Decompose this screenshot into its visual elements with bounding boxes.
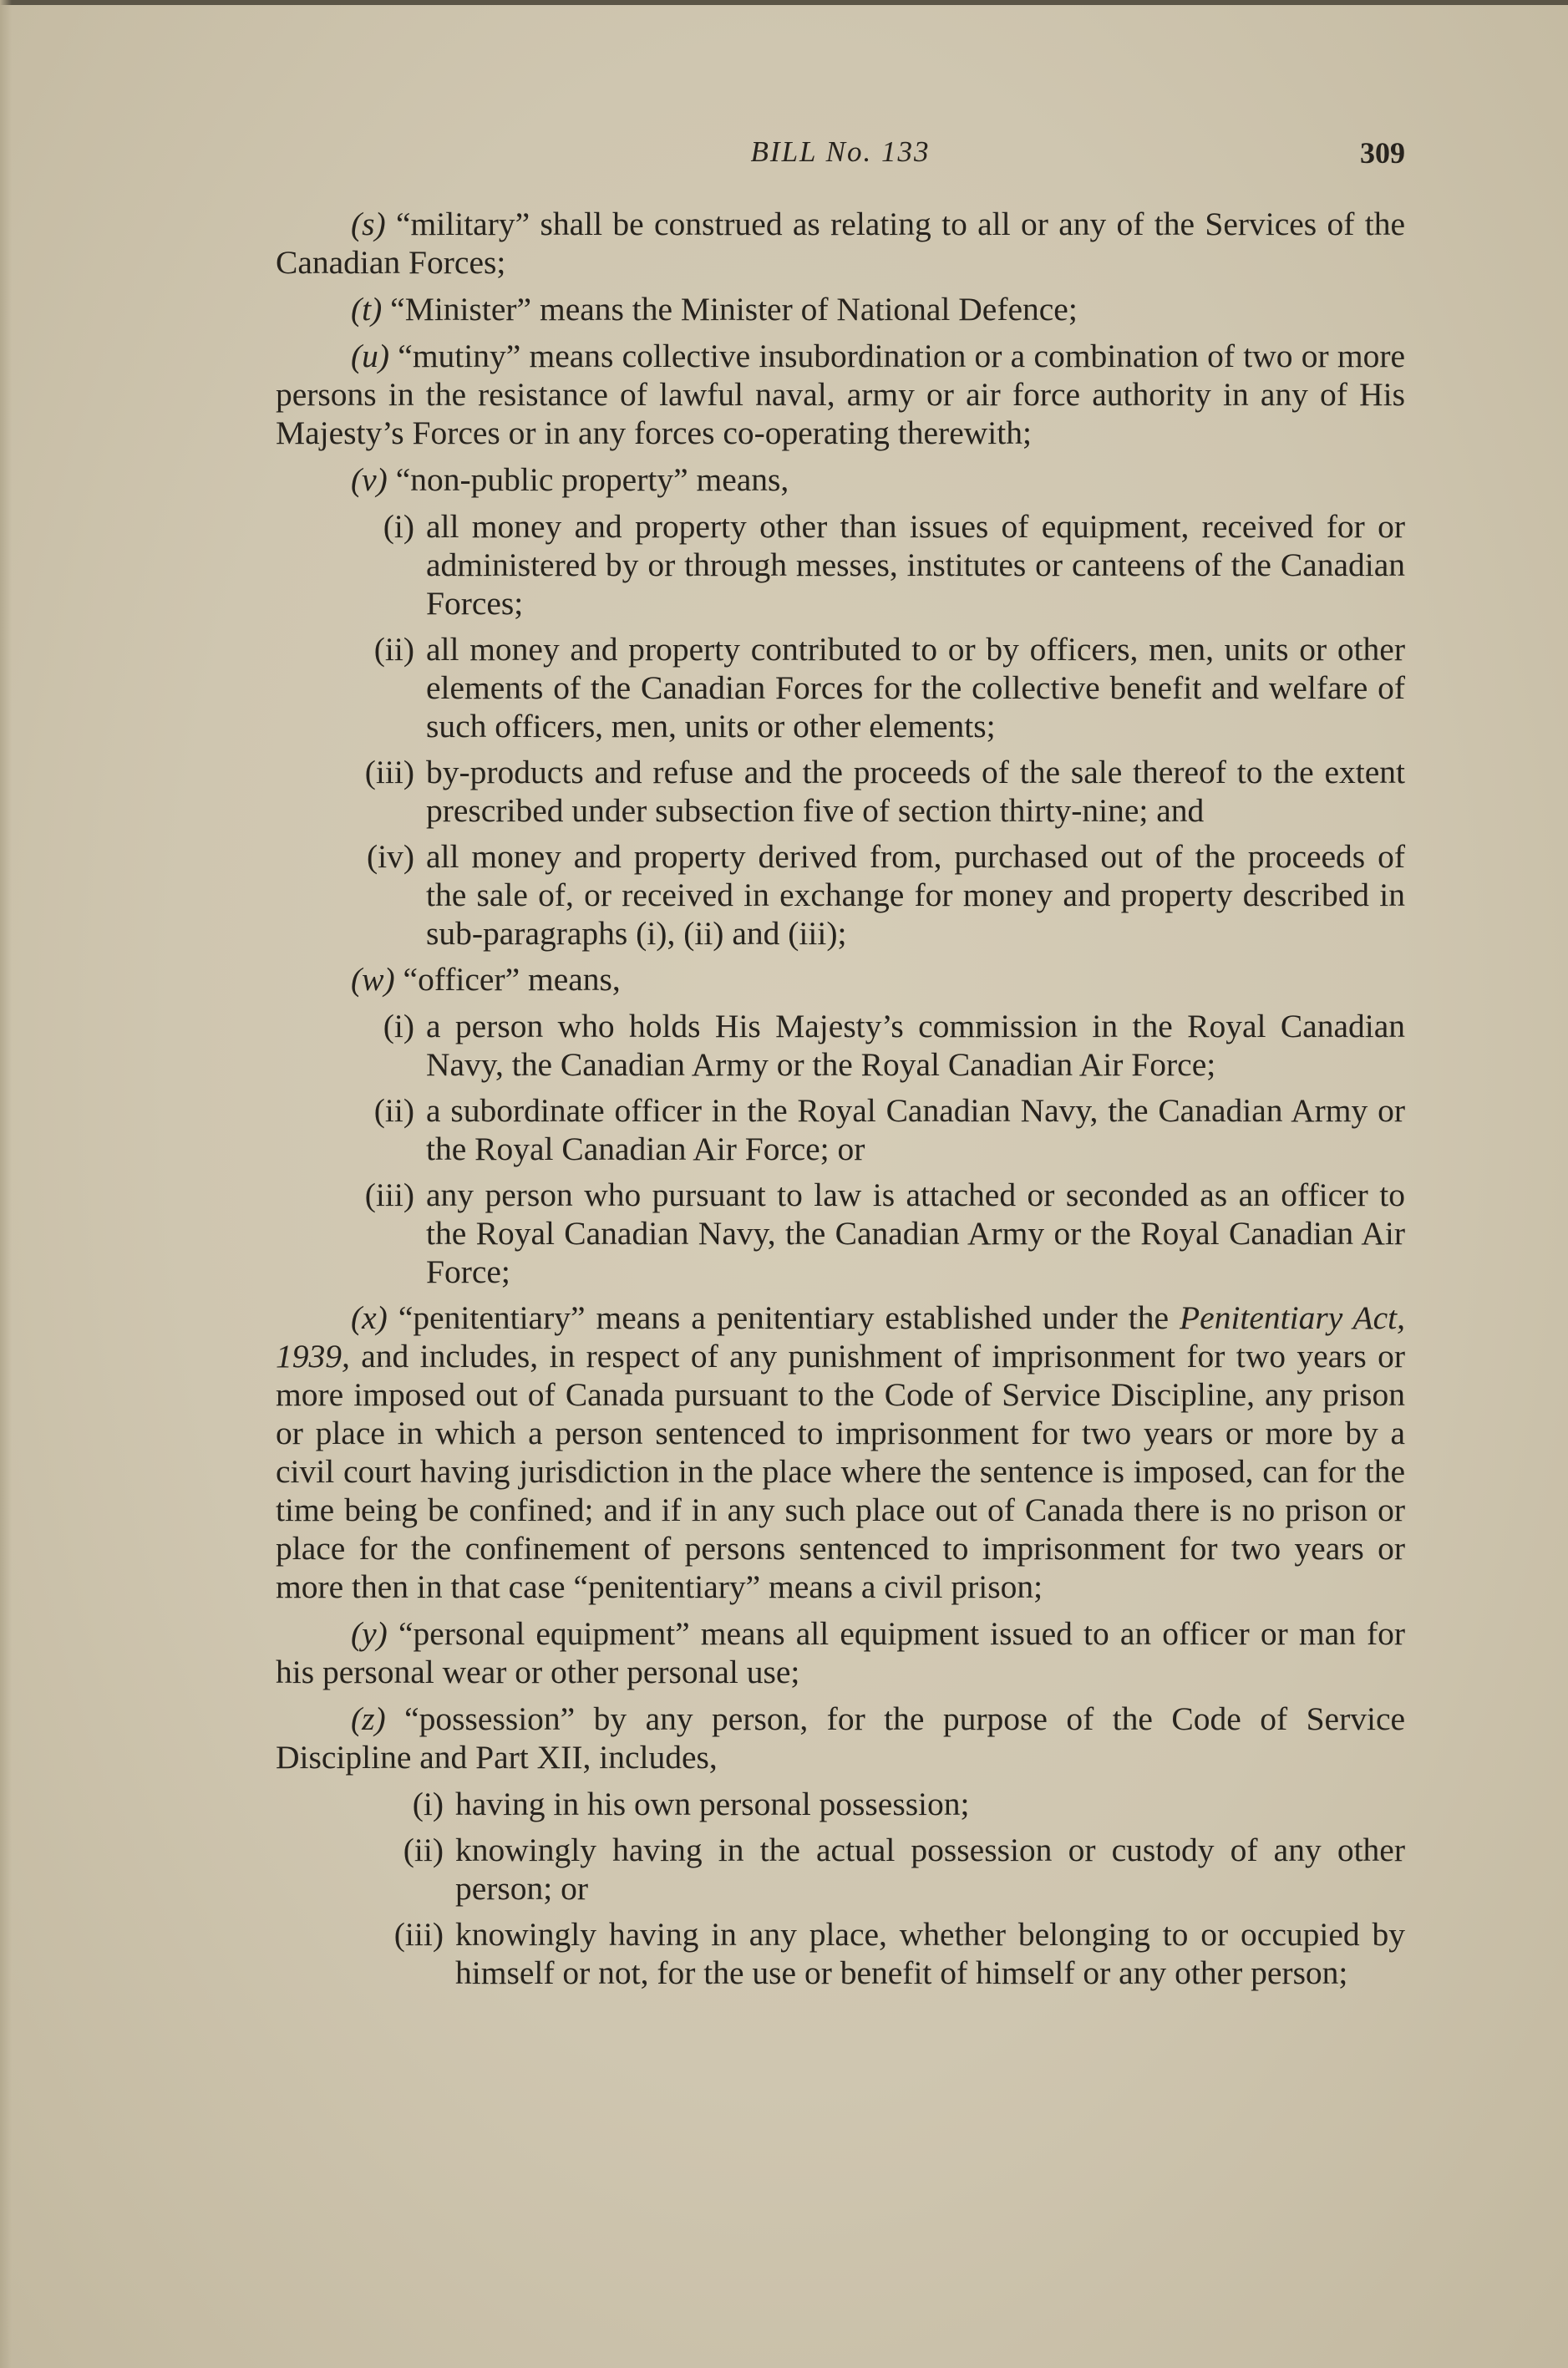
definition-z-block [276,1700,1405,1992]
act-citation: Penitentiary Act, 1939, [276,1299,1406,1375]
item-text: all money and property contributed to or by officers, men, units or other elements of the Canadian Forces for the collective benefit and welfare of such officers, men, units or other elements; [426,631,1405,744]
list-item [276,630,1405,745]
page-top-edge [0,0,1568,5]
list-item [276,1007,1405,1084]
item-text: all money and property derived from, purchased out of the proceeds of the sale of, or received in exchange for money and property described in sub-paragraphs (i), (ii) and (iii); [426,838,1405,952]
definition-letter: (w) [351,961,395,998]
bill-title: BILL No. 133 [750,135,931,168]
list-item [276,837,1405,953]
list-item [276,1915,1405,1992]
definition-letter: (z) [351,1700,386,1737]
item-number: (iii) [364,754,414,790]
definition-letter: (u) [351,338,390,374]
item-number: (i) [383,508,414,545]
item-number: (ii) [403,1832,444,1868]
item-number: (iv) [366,838,414,875]
item-text: knowingly having in any place, whether belonging to or occupied by himself or not, for the use or benefit of himself or any other person; [455,1916,1405,1991]
definition-letter: (y) [351,1615,388,1652]
list-item [276,1785,1405,1823]
definition-x [276,1298,1405,1606]
definition-text: “penitentiary” means a penitentiary established under the [398,1299,1170,1336]
definition-text: “mutiny” means collective insubordination or a combination of two or more persons in the resistance of lawful naval, army or air force authority in any of His Majesty’s Forces or in any forces co-operating therewith; [276,338,1406,451]
definition-letter: (s) [351,206,386,242]
list-item [276,507,1405,622]
definition-u [276,337,1405,452]
list-item [276,753,1405,830]
definition-t [276,290,1405,328]
page-header [276,135,1405,177]
definition-letter: (v) [351,461,388,498]
definition-w [276,960,1405,999]
item-text: knowingly having in the actual possession or custody of any other person; or [455,1832,1405,1907]
definition-text-continued: and includes, in respect of any punishment of imprisonment for two years or more imposed out of Canada pursuant to the Code of Service Discipline, any prison or place in which a person sentenced to imprisonment for two years or more by a civil court having jurisdiction in the place where the sentence is imposed, can for the time being be confined; and if in any such place out of Canada there is no prison or place for the confinement of persons sentenced to imprisonment for two years or more then in that case “penitentiary” means a civil prison; [276,1338,1405,1605]
item-number: (ii) [373,1092,414,1129]
list-item [276,1176,1405,1291]
item-number: (iii) [364,1176,414,1213]
definition-letter: (x) [351,1299,388,1336]
page-left-shadow [0,0,12,2368]
item-text: all money and property other than issues of equipment, received for or administered by or through messes, institutes or canteens of the Canadian Forces; [426,508,1405,622]
item-text: a subordinate officer in the Royal Canadian Navy, the Canadian Army or the Royal Canadian Air Force; or [426,1092,1405,1167]
item-text: by-products and refuse and the proceeds of the sale thereof to the extent prescribed under subsection five of section thirty-nine; and [426,754,1405,829]
item-number: (i) [383,1008,414,1044]
page-number: 309 [1360,136,1405,170]
definition-text: “Minister” means the Minister of National Defence; [390,291,1078,328]
definition-letter: (t) [351,291,383,328]
item-text: a person who holds His Majesty’s commission in the Royal Canadian Navy, the Canadian Army or the Royal Canadian Air Force; [426,1008,1405,1083]
list-item [276,1091,1405,1168]
list-item [276,1831,1405,1908]
item-text: any person who pursuant to law is attached or seconded as an officer to the Royal Canadian Navy, the Canadian Army or the Royal Canadian Air Force; [426,1176,1405,1290]
item-number: (iii) [393,1916,444,1953]
definition-y [276,1614,1405,1691]
definitions-body [276,205,1405,2000]
definition-v [276,460,1405,499]
item-text: having in his own personal possession; [455,1786,970,1822]
definition-text: “possession” by any person, for the purpose of the Code of Service Discipline and Part XII, includes, [276,1700,1406,1776]
item-number: (ii) [373,631,414,668]
definition-z [276,1700,1405,1776]
definition-s [276,205,1405,282]
definition-text: “non-public property” means, [395,461,789,498]
definition-text: “personal equipment” means all equipment issued to an officer or man for his personal wear or other personal use; [276,1615,1406,1690]
definition-text: “military” shall be construed as relating to all or any of the Services of the Canadian Forces; [276,206,1405,281]
definition-text: “officer” means, [403,961,621,998]
item-number: (i) [412,1786,444,1822]
